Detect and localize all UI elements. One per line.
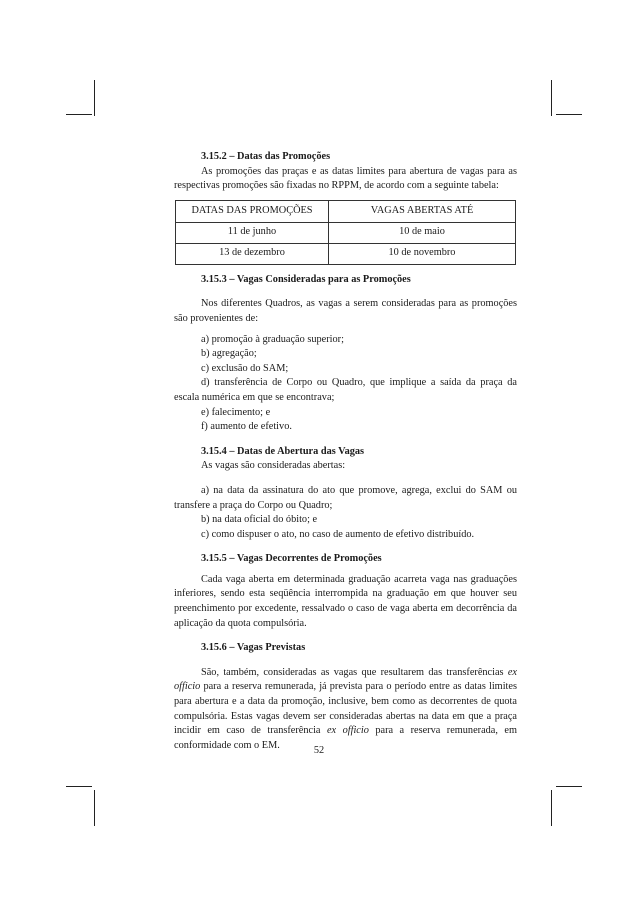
italic-term: ex officio (174, 666, 517, 693)
crop-mark (551, 80, 552, 116)
paragraph: Nos diferentes Quadros, as vagas a serem consideradas para as promoções são provenientes de: (174, 298, 517, 324)
section-heading-vagas-consideradas: 3.15.3 – Vagas Consideradas para as Promoções (201, 273, 411, 285)
text-run: São, também, consideradas as vagas que resultarem das transferências (201, 666, 508, 678)
page-number: 52 (313, 745, 325, 756)
section-heading-datas-promocoes: 3.15.2 – Datas das Promoções (201, 151, 331, 162)
paragraph: As vagas são consideradas abertas: (201, 460, 346, 472)
section-heading-datas-abertura: 3.15.4 – Datas de Abertura das Vagas (201, 445, 365, 457)
promotion-dates-table (175, 200, 516, 265)
text-run: para a reserva remunerada, em conformidade com o EM. (174, 725, 517, 751)
table-row (176, 243, 516, 264)
crop-mark (66, 786, 92, 787)
list-item: b) agregação; (201, 348, 257, 360)
paragraph (174, 666, 517, 754)
italic-term: ex officio (326, 725, 369, 737)
section-heading-vagas-decorrentes: 3.15.5 – Vagas Decorrentes de Promoções (201, 553, 382, 565)
section-heading-vagas-previstas: 3.15.6 – Vagas Previstas (201, 642, 306, 654)
table-header: DATAS DAS PROMOÇÕES (176, 200, 329, 222)
list-item: a) promoção à graduação superior; (201, 333, 344, 345)
list-item: b) na data oficial do óbito; e (201, 514, 318, 526)
crop-mark (551, 790, 552, 826)
list-item: f) aumento de efetivo. (201, 421, 292, 433)
list-item: c) exclusão do SAM; (201, 362, 289, 374)
crop-mark (94, 790, 95, 826)
page-content (174, 150, 517, 753)
paragraph: As promoções das praças e as datas limites para abertura de vagas para as respectivas promoções são fixadas no RPPM, de acordo com a seguinte tabela: (174, 165, 517, 192)
paragraph: Cada vaga aberta em determinada graduação acarreta vaga nas graduações inferiores, sendo esta seqüência interrompida na graduação em que houver seu preenchimento por excedente, ressalvado o caso de vaga aberta em decorrência da aplicação da quota compulsória. (174, 573, 517, 629)
table-cell: 10 de maio (329, 222, 516, 243)
list-item: d) transferência de Corpo ou Quadro, que implique a saída da praça da escala numérica em que se encontrava; (174, 377, 517, 403)
crop-mark (66, 114, 92, 115)
crop-mark (94, 80, 95, 116)
table-cell: 13 de dezembro (176, 243, 329, 264)
crop-mark (556, 114, 582, 115)
table-header-row (176, 200, 516, 222)
table-cell: 11 de junho (176, 222, 329, 243)
list-item: a) na data da assinatura do ato que promove, agrega, exclui do SAM ou transfere a praça do Corpo ou Quadro; (174, 484, 517, 511)
table-cell: 10 de novembro (329, 243, 516, 264)
list-item: c) como dispuser o ato, no caso de aumento de efetivo distribuído. (201, 528, 475, 540)
crop-mark (556, 786, 582, 787)
list-item: e) falecimento; e (201, 406, 271, 418)
text-run: para a reserva remunerada, já prevista para o período entre as datas limites para abertura e a data da promoção, inclusive, bem como as decorrentes de quota compulsória. Estas vagas devem ser consideradas abertas na data em que a praça incidir em caso de transferência (174, 681, 517, 737)
table-header: VAGAS ABERTAS ATÉ (329, 200, 516, 222)
table-row (176, 222, 516, 243)
